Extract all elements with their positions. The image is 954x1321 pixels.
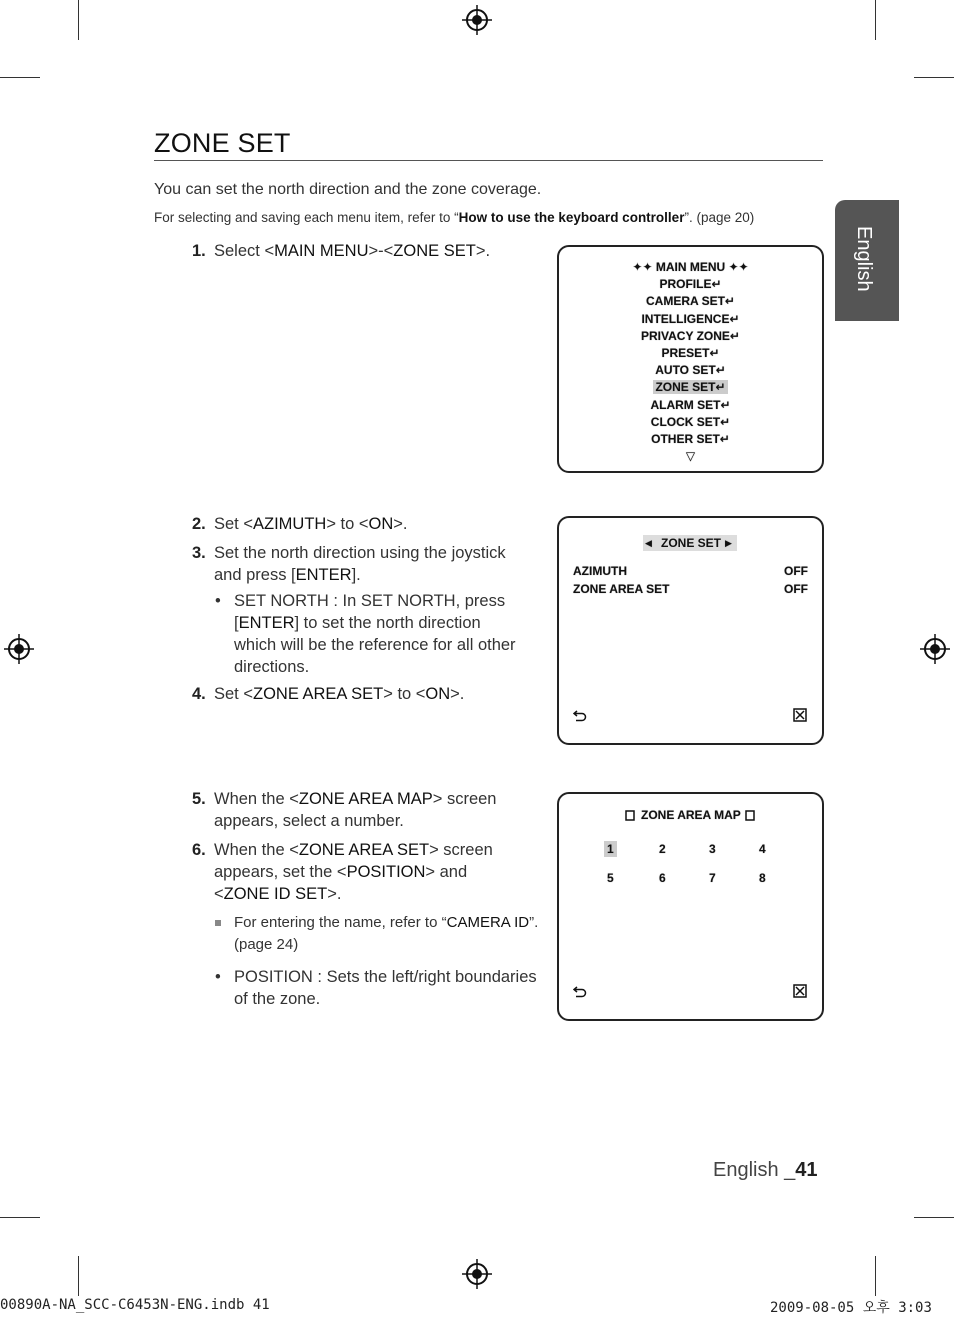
zone-number-2[interactable]: 2 <box>659 842 666 856</box>
zone-number-3[interactable]: 3 <box>709 842 716 856</box>
close-icon <box>793 984 807 998</box>
step-6: 6. When the <ZONE AREA SET> screen appears, set the <POSITION> and <ZONE ID SET>. <box>192 841 493 903</box>
bullet-dot: • <box>215 592 221 610</box>
menu-item-intelligence: INTELLIGENCE↵ <box>641 311 740 326</box>
menu-item-other-set: OTHER SET↵ <box>651 432 730 447</box>
registration-mark-icon <box>4 634 34 664</box>
crop-mark <box>78 0 79 40</box>
zone-number-7[interactable]: 7 <box>709 871 716 885</box>
azimuth-label: AZIMUTH <box>573 564 627 578</box>
registration-mark-icon <box>920 634 950 664</box>
map-marker-icon <box>625 810 635 821</box>
registration-mark-icon <box>462 5 492 35</box>
menu-item-clock-set: CLOCK SET↵ <box>650 414 731 429</box>
step-number: 5. <box>192 790 206 808</box>
note-marker-icon <box>215 920 221 926</box>
page-title: ZONE SET <box>154 128 291 158</box>
zone-area-map-header: ZONE AREA MAP <box>641 808 741 822</box>
osd-screen-zone-set <box>557 516 824 745</box>
zone-number-8[interactable]: 8 <box>759 871 766 885</box>
step-number: 6. <box>192 841 206 859</box>
main-menu-header: ✦✦ MAIN MENU ✦✦ <box>632 260 749 274</box>
crop-mark <box>914 1217 954 1218</box>
note-camera-id: For entering the name, refer to “CAMERA ID”. (page 24) <box>215 912 545 956</box>
osd-screen-zone-area-map <box>557 792 824 1021</box>
step-4: 4. Set <ZONE AREA SET> to <ON>. <box>192 685 465 703</box>
zone-number-5[interactable]: 5 <box>607 871 614 885</box>
zone-number-4[interactable]: 4 <box>759 842 766 856</box>
return-icon <box>573 984 587 998</box>
step-keyword: MAIN MENU <box>274 242 369 260</box>
step-keyword: ZONE SET <box>393 242 476 260</box>
crop-mark <box>914 77 954 78</box>
azimuth-value: OFF <box>784 564 808 578</box>
reference-link-text: How to use the keyboard controller <box>458 210 685 225</box>
map-marker-icon <box>745 810 755 821</box>
return-icon <box>573 708 587 722</box>
right-arrow-icon: ▶ <box>725 538 732 548</box>
language-tab-label: English <box>853 226 875 292</box>
menu-item-zone-set-selected: ZONE SET↵ <box>655 380 726 395</box>
print-slug-file: 00890A-NA_SCC-C6453N-ENG.indb 41 <box>0 1297 270 1313</box>
zone-number-1[interactable]: 1 <box>607 842 614 856</box>
menu-item-preset: PRESET↵ <box>661 346 720 361</box>
menu-item-profile: PROFILE↵ <box>659 277 722 292</box>
title-divider <box>154 160 823 161</box>
reference-prefix: For selecting and saving each menu item, refer to “ <box>154 210 459 225</box>
step-number: 1. <box>192 242 206 260</box>
scroll-down-icon: ▽ <box>685 449 696 464</box>
zone-number-6[interactable]: 6 <box>659 871 666 885</box>
step-1 <box>192 240 532 262</box>
reference-note <box>154 210 754 225</box>
step-number: 3. <box>192 544 206 562</box>
osd-screen-main-menu <box>557 245 824 473</box>
crop-mark <box>875 0 876 40</box>
step-number: 4. <box>192 685 206 703</box>
crop-mark <box>875 1256 876 1296</box>
bullet-dot: • <box>215 968 221 986</box>
zone-area-set-label: ZONE AREA SET <box>573 582 670 596</box>
step-text: Set the north direction using the joystick <box>214 544 506 562</box>
main-menu-list <box>559 259 822 465</box>
left-arrow-icon: ◀ <box>645 538 652 548</box>
menu-item-privacy-zone: PRIVACY ZONE↵ <box>641 328 740 343</box>
close-icon <box>793 708 807 722</box>
menu-item-alarm-set: ALARM SET↵ <box>650 397 731 412</box>
step-text: Select < <box>214 242 275 260</box>
bullet-position: • POSITION : Sets the left/right boundaries of the zone. <box>215 968 537 1008</box>
crop-mark <box>0 1217 40 1218</box>
print-slug-date: 2009-08-05 오후 3:03 <box>770 1300 932 1316</box>
registration-mark-icon <box>462 1259 492 1289</box>
step-3: 3. Set the north direction using the joystick and press [ENTER]. <box>192 544 506 584</box>
crop-mark <box>0 77 40 78</box>
step-5: 5. When the <ZONE AREA MAP> screen appears, select a number. <box>192 790 497 830</box>
crop-mark <box>78 1256 79 1296</box>
menu-item-auto-set: AUTO SET↵ <box>655 363 726 378</box>
zone-area-set-value: OFF <box>784 582 808 596</box>
step-number: 2. <box>192 515 206 533</box>
reference-suffix: ”. (page 20) <box>684 210 755 225</box>
bullet-set-north: • SET NORTH : In SET NORTH, press [ENTER] to set the north direction which will be the reference for all other directions. <box>215 592 516 676</box>
zone-set-header: ZONE SET <box>661 536 722 550</box>
step-text: >-< <box>368 242 394 260</box>
intro-text: You can set the north direction and the zone coverage. <box>154 181 542 198</box>
step-text: >. <box>475 242 491 260</box>
menu-item-camera-set: CAMERA SET↵ <box>646 294 735 309</box>
page-number: English _41 <box>713 1159 818 1181</box>
step-2: 2. Set <AZIMUTH> to <ON>. <box>192 515 408 533</box>
language-tab <box>835 200 899 321</box>
